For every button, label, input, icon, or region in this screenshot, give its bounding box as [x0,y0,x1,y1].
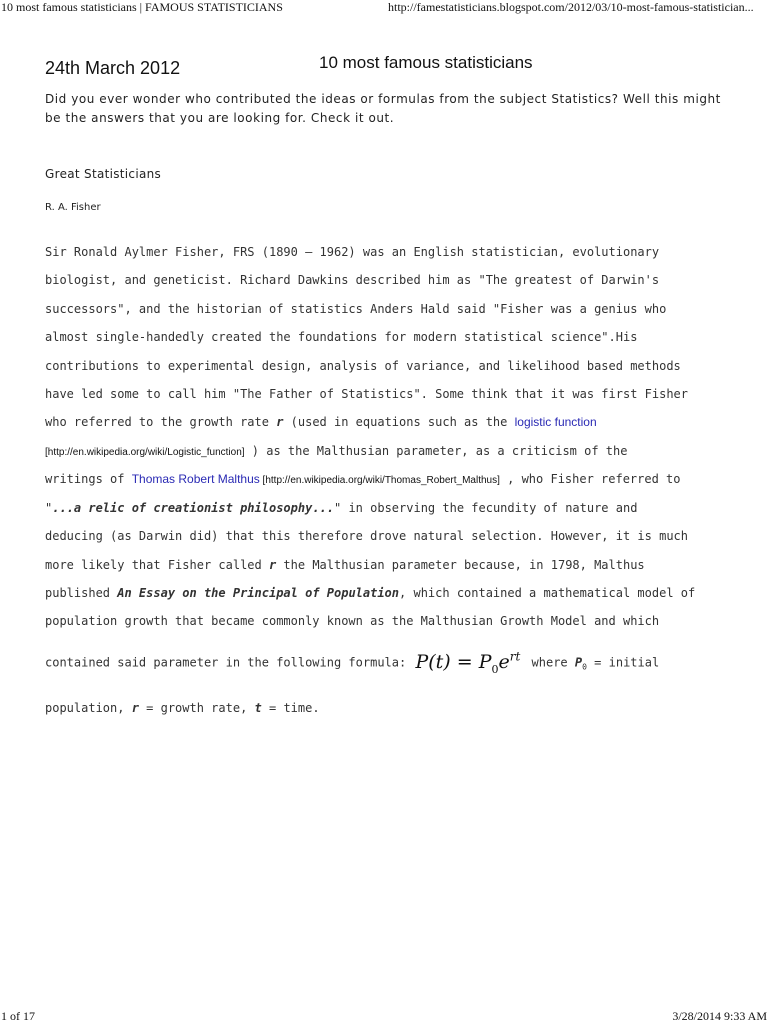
body-text: (used in equations such as the [283,415,515,429]
print-header-title: 10 most famous statisticians | FAMOUS STATISTICIANS [1,0,283,14]
variable-t: t [254,701,262,715]
formula-e: e [498,651,510,674]
body-text: where [524,655,575,670]
body-line [45,472,681,486]
body-line [45,501,637,515]
body-line [45,650,659,676]
body-line: almost single-handedly created the foundations for modern statistical science".His [45,330,638,344]
body-line: have led some to call him "The Father of Statistics". Some think that it was first Fisher [45,387,688,401]
body-text: ) as the Malthusian parameter, as a criticism of the [244,444,628,458]
body-text: " [45,501,53,515]
body-line: biologist, and geneticist. Richard Dawkins described him as "The greatest of Darwin's [45,273,660,287]
body-text: who referred to the growth rate [45,415,277,429]
variable-r: r [268,558,277,572]
malthus-url: [http://en.wikipedia.org/wiki/Thomas_Robert_Malthus] [259,475,500,486]
print-footer-page: 1 of 17 [1,1009,35,1023]
body-line: contributions to experimental design, analysis of variance, and likelihood based methods [45,359,681,373]
body-line: Sir Ronald Aylmer Fisher, FRS (1890 – 1962) was an English statistician, evolutionary [45,245,660,259]
body-text: , who Fisher referred to [499,472,681,486]
body-text: contained said parameter in the following formula: [45,655,414,670]
variable-r: r [276,415,284,429]
formula-subscript: 0 [491,663,499,677]
variable-r: r [131,701,139,715]
quote-text: ...a relic of creationist philosophy... [52,501,334,515]
print-header-url: http://famestatisticians.blogspot.com/2012/03/10-most-famous-statistician... [388,0,754,14]
variable-p: P [574,655,583,670]
section-heading: Great Statisticians [45,167,162,181]
post-intro: Did you ever wonder who contributed the ideas or formulas from the subject Statistics? Well this might be the answers that you are looking for. Check it out. [45,92,721,125]
body-text: = initial [586,655,660,670]
malthus-link[interactable]: Thomas Robert Malthus [131,472,260,486]
body-line: successors", and the historian of statistics Anders Hald said "Fisher was a genius who [45,302,667,316]
body-line: deducing (as Darwin did) that this therefore drove natural selection. However, it is much [45,529,688,543]
body-line [45,701,320,715]
body-text: the Malthusian parameter because, in 1798, Malthus [276,558,645,572]
post-date: 24th March 2012 [45,58,181,78]
body-text: , which contained a mathematical model of [399,586,696,600]
body-text: population, [45,701,132,715]
formula-lhs: P(t) = P [415,651,492,674]
body-text: " in observing the fecundity of nature and [334,501,638,515]
post-title[interactable]: 10 most famous statisticians [319,53,533,72]
body-line: population growth that became commonly known as the Malthusian Growth Model and which [45,614,660,628]
variable-p-subscript: 0 [582,662,587,672]
body-text: = growth rate, [138,701,255,715]
body-text: published [45,586,118,600]
formula-exponent: rt [509,650,521,664]
statistician-name-heading: R. A. Fisher [45,202,101,213]
body-line [45,415,597,429]
logistic-function-url: [http://en.wikipedia.org/wiki/Logistic_function] [45,447,245,458]
malthusian-formula [415,650,521,677]
body-text: more likely that Fisher called [45,558,269,572]
logistic-function-link[interactable]: logistic function [514,415,597,429]
body-line [45,586,695,600]
body-text: writings of [45,472,132,486]
body-line [45,558,645,572]
book-title: An Essay on the Principal of Population [117,586,400,600]
print-footer-datetime: 3/28/2014 9:33 AM [672,1009,767,1023]
body-line [45,444,627,458]
body-text: = time. [261,701,320,715]
